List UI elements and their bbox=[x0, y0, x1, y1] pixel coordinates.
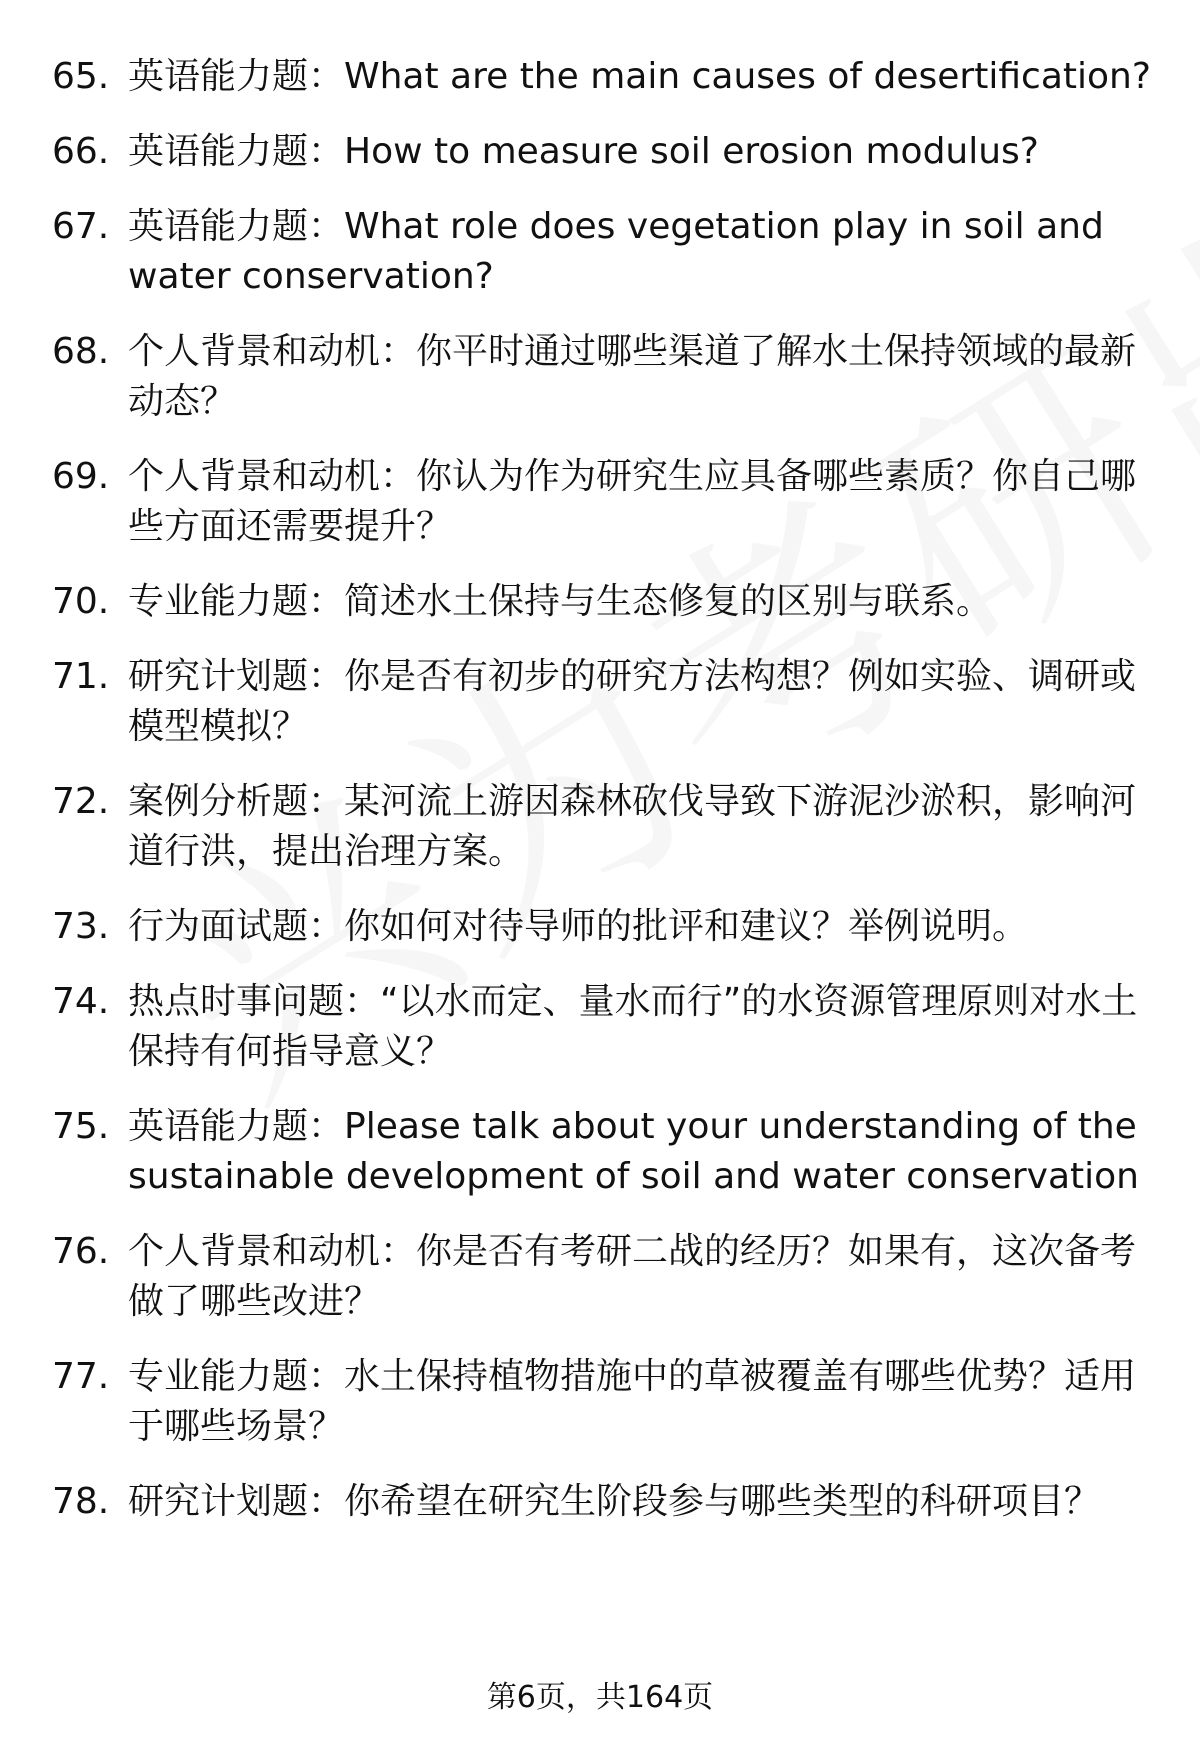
question-item bbox=[52, 1102, 1162, 1202]
question-text: 行为面试题：你如何对待导师的批评和建议？举例说明。 bbox=[128, 906, 1029, 947]
question-text: 英语能力题：What are the main causes of desertification? bbox=[128, 56, 1151, 97]
question-item bbox=[52, 452, 1162, 552]
question-number: 76. bbox=[52, 1231, 110, 1272]
page-footer: 第6页，共164页 bbox=[486, 1680, 714, 1715]
question-item bbox=[52, 1477, 1162, 1527]
question-item bbox=[52, 902, 1162, 952]
question-text: 个人背景和动机：你平时通过哪些渠道了解水土保持领域的最新动态？ bbox=[128, 331, 1137, 422]
question-number: 69. bbox=[52, 456, 110, 497]
question-text: 个人背景和动机：你认为作为研究生应具备哪些素质？你自己哪些方面还需要提升？ bbox=[128, 456, 1137, 547]
question-text: 案例分析题：某河流上游因森林砍伐导致下游泥沙淤积，影响河道行洪，提出治理方案。 bbox=[128, 781, 1137, 872]
question-number: 74. bbox=[52, 981, 110, 1022]
question-number: 70. bbox=[52, 581, 110, 622]
question-number: 72. bbox=[52, 781, 110, 822]
question-number: 66. bbox=[52, 131, 110, 172]
question-text: 研究计划题：你希望在研究生阶段参与哪些类型的科研项目？ bbox=[128, 1481, 1101, 1522]
question-item bbox=[52, 577, 1162, 627]
question-number: 77. bbox=[52, 1356, 110, 1397]
question-text: 英语能力题：What role does vegetation play in soil and water conservation? bbox=[128, 206, 1104, 297]
question-number: 68. bbox=[52, 331, 110, 372]
question-item bbox=[52, 1227, 1162, 1327]
question-text: 研究计划题：你是否有初步的研究方法构想？例如实验、调研或模型模拟？ bbox=[128, 656, 1137, 747]
question-text: 英语能力题：How to measure soil erosion modulus? bbox=[128, 131, 1039, 172]
question-item bbox=[52, 202, 1162, 302]
question-number: 71. bbox=[52, 656, 110, 697]
question-number: 67. bbox=[52, 206, 110, 247]
question-text: 专业能力题：简述水土保持与生态修复的区别与联系。 bbox=[128, 581, 993, 622]
question-item bbox=[52, 652, 1162, 752]
question-item bbox=[52, 327, 1162, 427]
question-number: 73. bbox=[52, 906, 110, 947]
question-item bbox=[52, 777, 1162, 877]
question-text: 专业能力题：水土保持植物措施中的草被覆盖有哪些优势？适用于哪些场景？ bbox=[128, 1356, 1137, 1447]
question-item bbox=[52, 977, 1162, 1077]
question-number: 65. bbox=[52, 56, 110, 97]
question-text: 热点时事问题：“以水而定、量水而行”的水资源管理原则对水土保持有何指导意义？ bbox=[128, 981, 1138, 1072]
question-item bbox=[52, 52, 1162, 102]
question-text: 英语能力题：Please talk about your understanding of the sustainable development of soil and water conservation bbox=[128, 1106, 1139, 1197]
question-item bbox=[52, 1352, 1162, 1452]
question-number: 75. bbox=[52, 1106, 110, 1147]
question-item bbox=[52, 127, 1162, 177]
question-text: 个人背景和动机：你是否有考研二战的经历？如果有，这次备考做了哪些改进？ bbox=[128, 1231, 1137, 1322]
question-number: 78. bbox=[52, 1481, 110, 1522]
question-list bbox=[52, 52, 1162, 1527]
